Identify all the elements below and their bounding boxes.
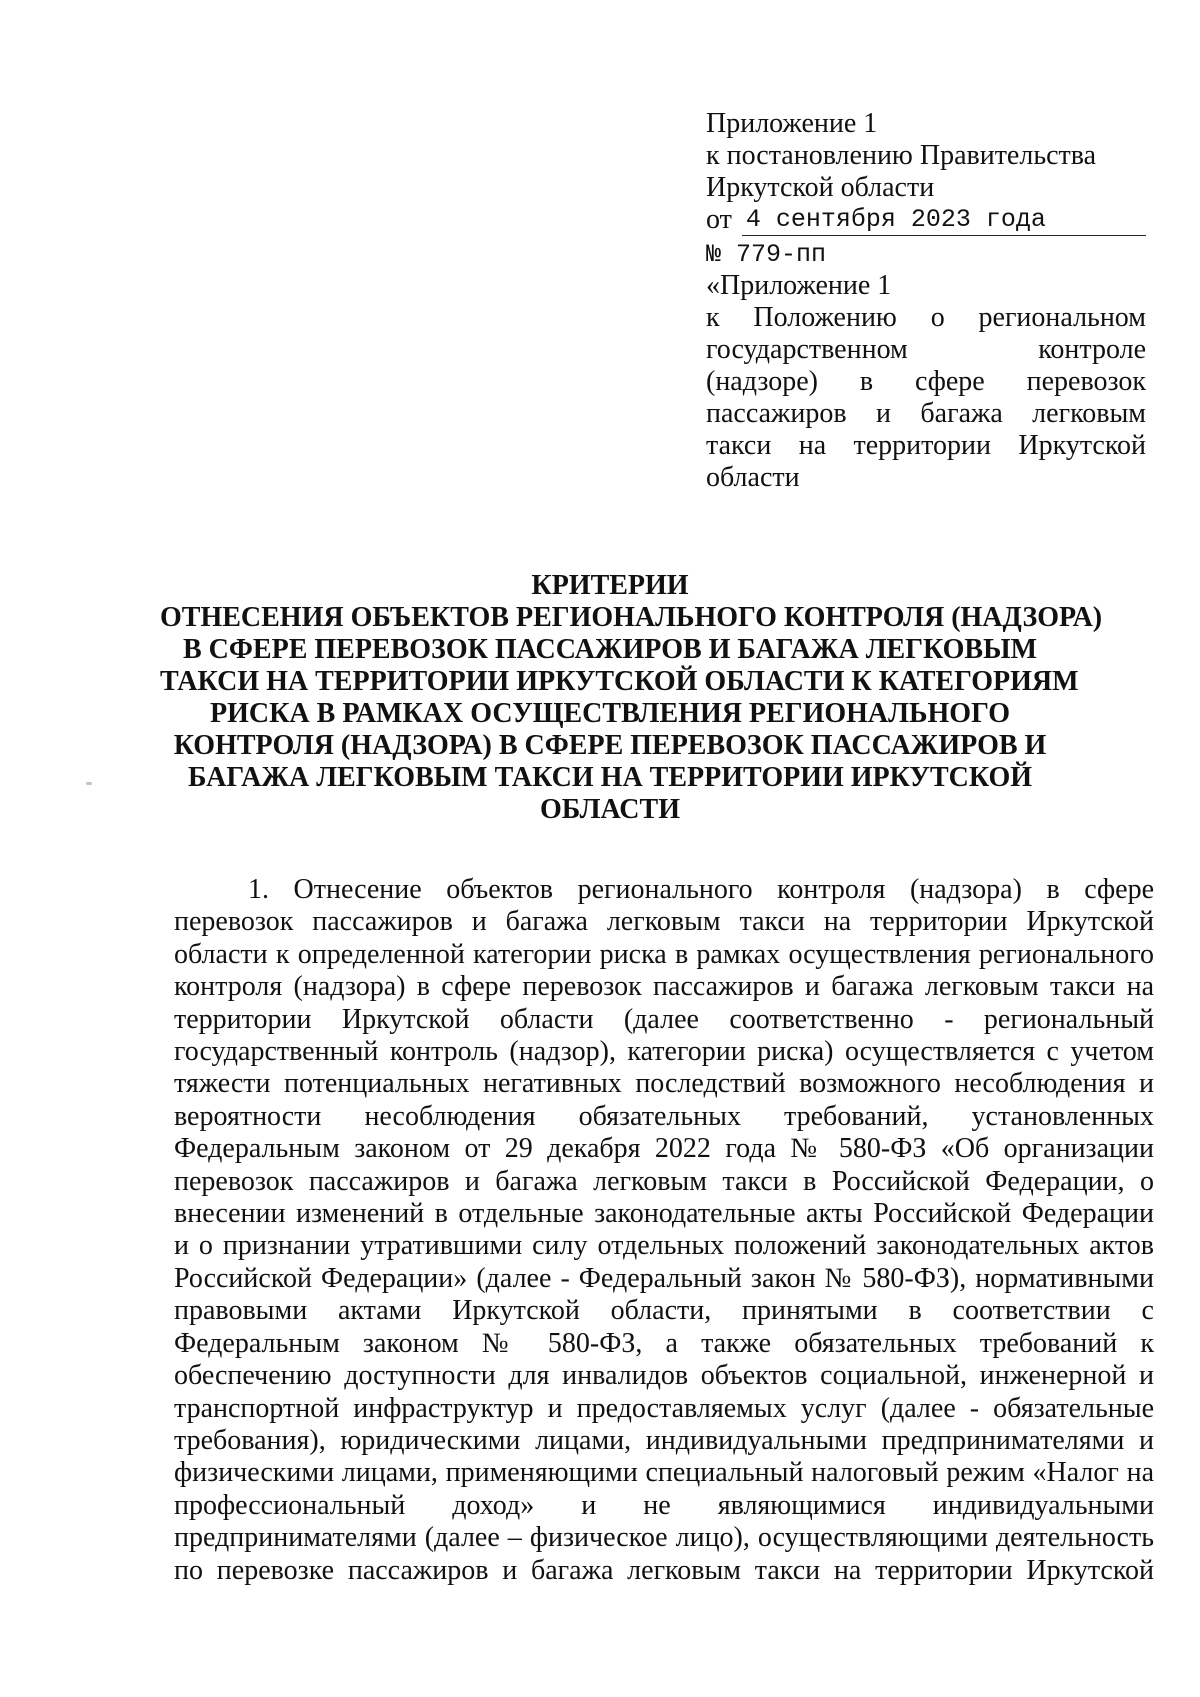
body-line: правовыми актами Иркутской области, принятыми в соответствии с [174,1295,1154,1327]
appendix-resolution-ref: к постановлению Правительства [706,140,1097,171]
body-line: государственный контроль (надзор), категории риска) осуществляется с учетом [174,1036,1154,1068]
body-line: обеспечению доступности для инвалидов объектов социальной, инженерной и [174,1360,1154,1392]
title-line: ТАКСИ НА ТЕРРИТОРИИ ИРКУТСКОЙ ОБЛАСТИ К КАТЕГОРИЯМ [160,666,1079,697]
quoted-line: государственном контроле [706,334,1146,365]
title-line: КРИТЕРИИ [531,570,689,601]
date-prefix: от [706,204,732,235]
quoted-line: области [706,462,800,493]
title-line: В СФЕРЕ ПЕРЕВОЗОК ПАССАЖИРОВ И БАГАЖА ЛЕГКОВЫМ [182,634,1038,665]
body-line: транспортной инфраструктур и предоставляемых услуг (далее - обязательные [174,1392,1154,1424]
body-line: предпринимателями (далее – физическое лицо), осуществляющими деятельность [174,1522,1154,1554]
body-line: контроля (надзора) в сфере перевозок пассажиров и багажа легковым такси на [174,971,1154,1003]
scan-speck [86,782,92,785]
quoted-line: пассажиров и багажа легковым [706,398,1146,429]
body-line: внесении изменений в отдельные законодательные акты Российской Федерации [174,1198,1154,1230]
quoted-line: такси на территории Иркутской [706,430,1146,461]
body-line: перевозок пассажиров и багажа легковым такси в Российской Федерации, о [174,1165,1154,1197]
body-line: области к определенной категории риска в рамках осуществления регионального [174,938,1154,970]
body-line: 1. Отнесение объектов регионального контроля (надзора) в сфере [248,874,1154,905]
body-line: вероятности несоблюдения обязательных требований, установленных [174,1100,1154,1132]
body-line: перевозок пассажиров и багажа легковым такси на территории Иркутской [174,906,1154,938]
body-paragraph [174,874,1154,1587]
body-line: Федеральным законом № 580-ФЗ, а также обязательных требований к [174,1327,1154,1359]
body-line: Российской Федерации» (далее - Федеральный закон № 580-ФЗ), нормативными [174,1262,1154,1294]
body-line: тяжести потенциальных негативных последствий возможного несоблюдения и [174,1068,1154,1100]
title-line: ОБЛАСТИ [540,794,680,825]
appendix-date-line [706,204,1146,236]
quoted-line: к Положению о региональном [706,302,1146,333]
body-line: требования), юридическими лицами, индивидуальными предпринимателями и [174,1424,1154,1456]
quoted-appendix [706,270,1146,494]
appendix-header [706,108,1146,494]
quoted-line: (надзоре) в сфере перевозок [706,366,1146,397]
title-line: КОНТРОЛЯ (НАДЗОРА) В СФЕРЕ ПЕРЕВОЗОК ПАССАЖИРОВ И [173,730,1047,761]
body-line: и о признании утратившими силу отдельных положений законодательных актов [174,1230,1154,1262]
body-line: физическими лицами, применяющими специальный налоговый режим «Налог на [174,1457,1154,1489]
body-line: по перевозке пассажиров и багажа легковым такси на территории Иркутской [174,1554,1154,1586]
document-title [160,570,1103,826]
title-line: БАГАЖА ЛЕГКОВЫМ ТАКСИ НА ТЕРРИТОРИИ ИРКУТСКОЙ [187,762,1033,793]
appendix-region: Иркутской области [706,172,935,203]
body-line: профессиональный доход» и не являющимися индивидуальными [174,1489,1154,1521]
title-line: РИСКА В РАМКАХ ОСУЩЕСТВЛЕНИЯ РЕГИОНАЛЬНОГО [210,698,1010,729]
body-line: Федеральным законом от 29 декабря 2022 года № 580-ФЗ «Об организации [174,1133,1154,1165]
body-line: территории Иркутской области (далее соответственно - региональный [174,1003,1154,1035]
appendix-title: Приложение 1 [706,108,878,139]
resolution-number: № 779-пп [706,240,827,269]
title-line: ОТНЕСЕНИЯ ОБЪЕКТОВ РЕГИОНАЛЬНОГО КОНТРОЛЯ (НАДЗОРА) [160,602,1103,633]
quoted-line: «Приложение 1 [706,270,892,301]
date-value: 4 сентября 2023 года [742,205,1146,236]
